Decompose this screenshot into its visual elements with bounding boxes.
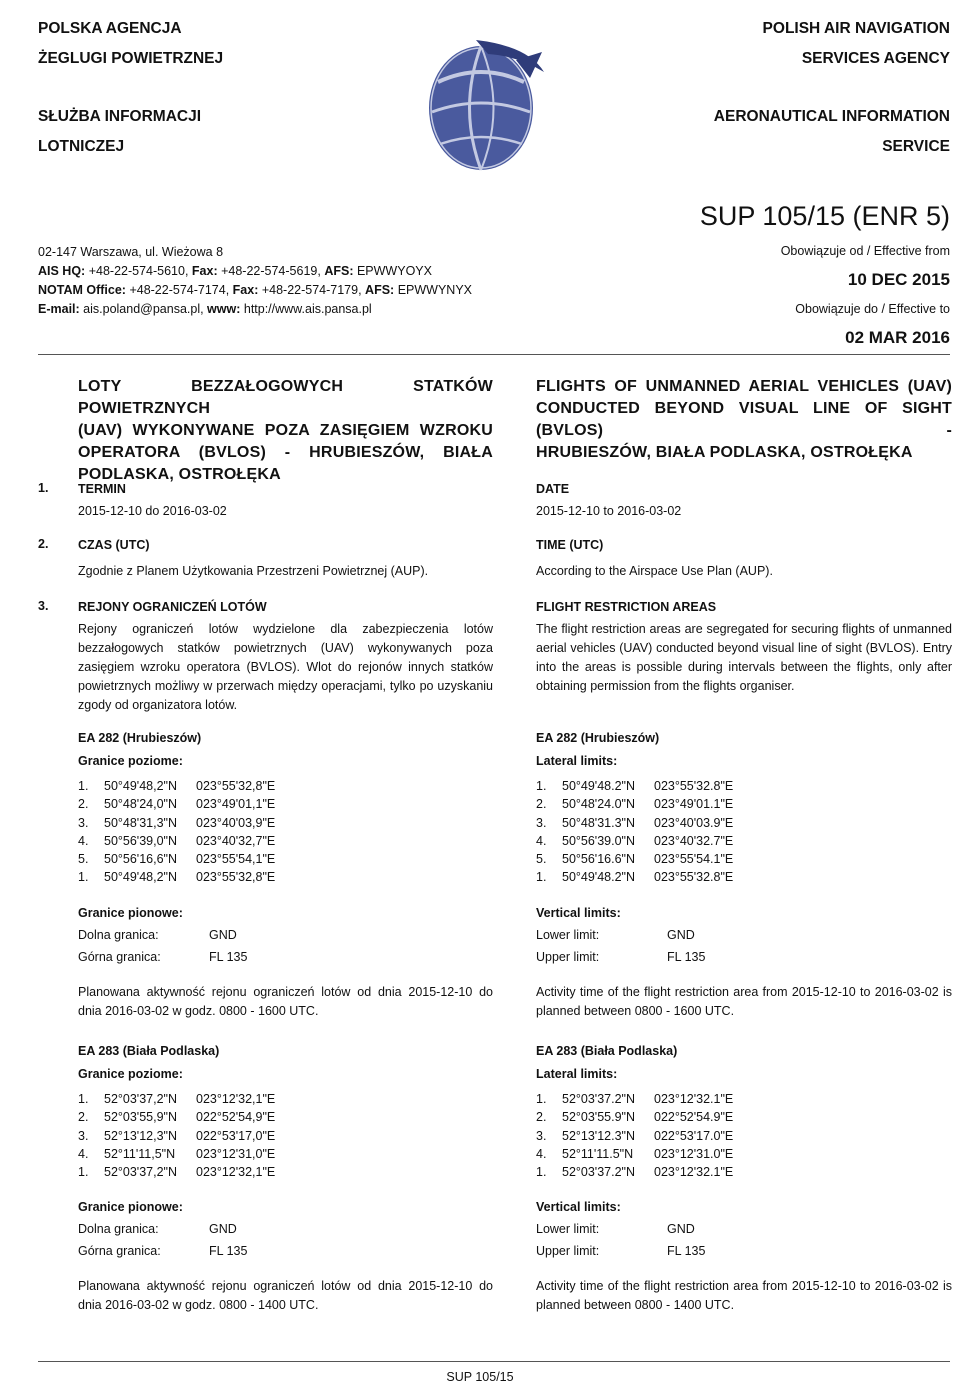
coord-lat: 52°03'37.2"N (562, 1165, 635, 1180)
coord-row (536, 1108, 952, 1126)
lower-limit-value: GND (667, 927, 695, 942)
coord-lat: 52°03'55,9"N (104, 1110, 177, 1125)
coord-index: 1. (536, 779, 547, 793)
fax1-label: Fax: (191, 264, 218, 278)
section-2-text-en: According to the Airspace Use Plan (AUP). (536, 564, 773, 578)
upper-limit-value: FL 135 (667, 1244, 706, 1259)
pansa-globe-logo-icon (418, 32, 548, 178)
coord-lat: 50°49'48.2"N (562, 870, 635, 885)
coord-lat: 52°13'12,3"N (104, 1128, 177, 1143)
coord-row (78, 795, 493, 813)
coord-lon: 023°12'32,1"E (196, 1165, 276, 1180)
coord-lon: 023°55'32,8"E (196, 779, 276, 793)
coord-lon: 023°40'32.7"E (654, 833, 734, 848)
coord-row (78, 832, 493, 850)
coord-row (78, 1127, 493, 1145)
coord-lat: 50°56'39.0"N (562, 833, 635, 848)
coord-index: 4. (78, 1146, 89, 1161)
section-2-text-pl: Zgodnie z Planem Użytkowania Przestrzeni Powietrznej (AUP). (78, 564, 429, 578)
title-pl-line: LOTY BEZZAŁOGOWYCH STATKÓW POWIETRZNYCH (78, 378, 493, 417)
www-link[interactable]: http://www.ais.pansa.pl (240, 302, 372, 316)
ea282-pl-lateral-label: Granice poziome: (78, 754, 183, 768)
ea283-pl-name: EA 283 (Biała Podlaska) (78, 1044, 220, 1058)
title-pl (78, 376, 493, 486)
lower-limit-row (536, 1218, 952, 1240)
ea283-en-lateral-label: Lateral limits: (536, 1067, 618, 1081)
ais-hq-phone: +48-22-574-5610, (85, 264, 192, 278)
coord-index: 1. (78, 1092, 89, 1106)
coord-index: 3. (536, 815, 547, 830)
ea282-en-limits (536, 924, 952, 968)
ea282-pl-limits (78, 924, 493, 968)
coord-index: 4. (536, 833, 547, 848)
upper-limit-label: Górna granica: (78, 949, 161, 964)
coord-index: 1. (536, 1092, 547, 1106)
ea282-pl-coords (78, 777, 493, 887)
afs2-value: EPWWYNYX (394, 283, 473, 297)
coord-index: 3. (78, 815, 89, 830)
coord-index: 1. (78, 870, 89, 885)
ea283-pl-block (78, 1042, 493, 1315)
coord-lon: 023°12'31.0"E (654, 1146, 734, 1161)
service-name-pl-line2: LOTNICZEJ (38, 138, 125, 155)
coord-index: 1. (536, 1165, 547, 1180)
title-en (536, 376, 952, 464)
coord-index: 4. (536, 1146, 547, 1161)
coord-lat: 50°48'24,0"N (104, 797, 177, 812)
lower-limit-value: GND (209, 927, 237, 942)
header-left (38, 14, 223, 162)
coord-row (536, 795, 952, 813)
coord-row (78, 1163, 493, 1181)
service-name-pl-line1: SŁUŻBA INFORMACJI (38, 108, 202, 125)
sup-block (700, 196, 950, 356)
coord-lon: 023°40'03.9"E (654, 815, 734, 830)
section-1-text-pl: 2015-12-10 do 2016-03-02 (78, 504, 227, 518)
header-divider (38, 354, 950, 355)
section-3-heading-pl: REJONY OGRANICZEŃ LOTÓW (78, 600, 267, 614)
lower-limit-value: GND (667, 1222, 695, 1237)
section-3-number: 3. (38, 599, 49, 613)
ea283-en-block (536, 1042, 952, 1315)
coord-lon: 023°55'54.1"E (654, 852, 734, 867)
notam-label: NOTAM Office: (38, 283, 126, 297)
address: 02-147 Warszawa, ul. Wieżowa 8 (38, 245, 224, 259)
coord-lon: 022°53'17,0"E (196, 1128, 276, 1143)
coord-row (536, 814, 952, 832)
coord-row (536, 1145, 952, 1163)
ea282-en-name: EA 282 (Hrubieszów) (536, 731, 660, 745)
ea283-pl-activity: Planowana aktywność rejonu ograniczeń lotów od dnia 2015-12-10 do dnia 2016-03-02 w godz. 0800 - 1400 UTC. (78, 1279, 493, 1313)
coord-index: 1. (536, 870, 547, 885)
ea282-pl-block (78, 729, 493, 1021)
ea283-pl-limits (78, 1218, 493, 1262)
ea283-pl-lateral-label: Granice poziome: (78, 1067, 183, 1081)
coord-row (78, 850, 493, 868)
coord-lat: 52°11'11,5"N (104, 1146, 176, 1161)
coord-lon: 022°52'54,9"E (196, 1110, 276, 1125)
coord-row (536, 1163, 952, 1181)
agency-name-en-line1: POLISH AIR NAVIGATION (762, 20, 950, 37)
coord-lat: 50°49'48,2"N (104, 779, 177, 793)
section-2-number: 2. (38, 537, 49, 551)
coord-lon: 023°40'03,9"E (196, 815, 276, 830)
lower-limit-row (536, 924, 952, 946)
lower-limit-label: Dolna granica: (78, 927, 159, 942)
coord-lat: 52°03'37,2"N (104, 1092, 177, 1106)
afs1-value: EPWWYOYX (353, 264, 432, 278)
footer-divider (38, 1361, 950, 1362)
coord-row (78, 1090, 493, 1108)
fax1-value: +48-22-574-5619, (217, 264, 325, 278)
upper-limit-row (536, 1240, 952, 1262)
email-link[interactable]: ais.poland@pansa.pl, (79, 302, 208, 316)
title-pl-line: OPERATORA (BVLOS) - HRUBIESZÓW, BIAŁA (78, 444, 493, 461)
notam-phone: +48-22-574-7174, (125, 283, 233, 297)
title-pl-line: (UAV) WYKONYWANE POZA ZASIĘGIEM WZROKU (78, 422, 493, 439)
coord-lon: 023°49'01,1"E (196, 797, 276, 812)
header-right (714, 14, 950, 162)
section-2-heading-pl: CZAS (UTC) (78, 538, 150, 552)
service-name-en-line1: AERONAUTICAL INFORMATION (713, 108, 950, 125)
section-1-number: 1. (38, 481, 49, 495)
afs1-label: AFS: (324, 264, 354, 278)
coord-lon: 023°49'01.1"E (654, 797, 734, 812)
ais-hq-label: AIS HQ: (38, 264, 86, 278)
section-3-heading-en: FLIGHT RESTRICTION AREAS (536, 600, 717, 614)
ea283-en-coords (536, 1090, 952, 1181)
coord-lat: 50°56'16.6"N (562, 852, 635, 867)
coord-row (536, 1090, 952, 1108)
coord-lat: 52°03'37.2"N (562, 1092, 635, 1106)
coord-lon: 023°55'54,1"E (196, 852, 276, 867)
coord-lat: 50°49'48.2"N (562, 779, 635, 793)
upper-limit-row (536, 946, 952, 968)
title-en-line: FLIGHTS OF UNMANNED AERIAL VEHICLES (UAV) (536, 378, 952, 395)
ais-hq-line (38, 262, 472, 281)
coord-index: 5. (78, 852, 89, 867)
coord-row (78, 1145, 493, 1163)
section-2-heading-en: TIME (UTC) (536, 538, 604, 552)
coord-lat: 50°48'31,3"N (104, 815, 177, 830)
section-3-text-pl: Rejony ograniczeń lotów wydzielone dla zabezpieczenia lotów bezzałogowych statków powietrznych (UAV) wykonywanych poza zasięgiem wzroku operatora (BVLOS). Wlot do rejonów innych statków powietrznych możliwy w przerwach między operacjami, tylko po uzyskaniu zgody od organizatora lotów. (78, 622, 493, 712)
sup-number: SUP 105/15 (ENR 5) (699, 201, 950, 231)
effective-from-date: 10 DEC 2015 (847, 270, 950, 289)
effective-to-date: 02 MAR 2016 (845, 328, 950, 347)
effective-to-label: Obowiązuje do / Effective to (795, 302, 950, 316)
coord-index: 5. (536, 852, 547, 867)
section-1-heading-pl: TERMIN (78, 482, 126, 496)
section-1-heading-en: DATE (536, 482, 570, 496)
coord-lon: 023°55'32.8"E (654, 870, 734, 885)
ea283-en-name: EA 283 (Biała Podlaska) (536, 1044, 678, 1058)
coord-row (78, 868, 493, 886)
coord-lon: 023°12'31,0"E (196, 1146, 276, 1161)
coord-index: 4. (78, 833, 89, 848)
coord-lat: 52°13'12.3"N (562, 1128, 635, 1143)
coord-row (536, 868, 952, 886)
upper-limit-row (78, 1240, 493, 1262)
coord-lat: 50°56'16,6"N (104, 852, 177, 867)
effective-from-label: Obowiązuje od / Effective from (780, 244, 950, 258)
service-name-en-line2: SERVICE (882, 138, 950, 155)
coord-index: 2. (536, 797, 547, 812)
coord-lon: 023°12'32.1"E (654, 1092, 734, 1106)
coord-lat: 50°49'48,2"N (104, 870, 177, 885)
upper-limit-value: FL 135 (209, 1244, 248, 1259)
ea282-en-activity: Activity time of the flight restriction area from 2015-12-10 to 2016-03-02 is planned between 0800 - 1600 UTC. (536, 984, 952, 1018)
coord-row (78, 814, 493, 832)
coord-index: 1. (78, 1165, 89, 1180)
coord-row (78, 1108, 493, 1126)
agency-name-pl-line2: ŻEGLUGI POWIETRZNEJ (38, 50, 224, 67)
email-label: E-mail: (38, 302, 80, 316)
agency-name-en-line2: SERVICES AGENCY (801, 50, 950, 67)
coord-index: 3. (536, 1128, 547, 1143)
coord-row (536, 850, 952, 868)
ea282-en-block (536, 729, 952, 1021)
coord-row (536, 777, 952, 795)
coord-lat: 52°03'37,2"N (104, 1165, 177, 1180)
coord-lon: 023°55'32.8"E (654, 779, 734, 793)
upper-limit-value: FL 135 (209, 949, 248, 964)
upper-limit-value: FL 135 (667, 949, 706, 964)
agency-name-pl-line1: POLSKA AGENCJA (38, 20, 182, 37)
coord-lat: 50°48'31.3"N (562, 815, 635, 830)
ea283-pl-coords (78, 1090, 493, 1181)
afs2-label: AFS: (365, 283, 395, 297)
contact-block (38, 243, 472, 319)
coord-lon: 023°55'32,8"E (196, 870, 276, 885)
coord-lon: 023°12'32.1"E (654, 1165, 734, 1180)
ea282-en-vertical-label: Vertical limits: (536, 905, 621, 920)
lower-limit-label: Dolna granica: (78, 1222, 159, 1237)
ea282-pl-vertical-label: Granice pionowe: (78, 905, 183, 920)
coord-index: 1. (78, 779, 89, 793)
email-line (38, 300, 472, 319)
fax2-label: Fax: (232, 283, 259, 297)
footer-page-id: SUP 105/15 (446, 1370, 514, 1384)
ea283-en-vertical-label: Vertical limits: (536, 1200, 621, 1215)
coord-lon: 023°40'32,7"E (196, 833, 276, 848)
lower-limit-row (78, 924, 493, 946)
fax2-value: +48-22-574-7179, (258, 283, 366, 297)
title-en-line: HRUBIESZÓW, BIAŁA PODLASKA, OSTROŁĘKA (536, 444, 913, 461)
notam-line (38, 281, 472, 300)
upper-limit-row (78, 946, 493, 968)
coord-index: 2. (78, 797, 89, 812)
coord-lat: 52°11'11.5"N (562, 1146, 634, 1161)
coord-row (536, 832, 952, 850)
upper-limit-label: Upper limit: (536, 1244, 600, 1259)
lower-limit-label: Lower limit: (536, 927, 600, 942)
ea282-pl-name: EA 282 (Hrubieszów) (78, 731, 202, 745)
coord-row (78, 777, 493, 795)
title-en-line: CONDUCTED BEYOND VISUAL LINE OF SIGHT (BVLOS) - (536, 400, 952, 439)
lower-limit-label: Lower limit: (536, 1222, 600, 1237)
coord-lat: 52°03'55.9"N (562, 1110, 635, 1125)
coord-row (536, 1127, 952, 1145)
coord-index: 2. (78, 1110, 89, 1125)
coord-index: 3. (78, 1128, 89, 1143)
upper-limit-label: Górna granica: (78, 1244, 161, 1259)
title-pl-line: PODLASKA, OSTROŁĘKA (78, 466, 281, 483)
ea282-pl-activity: Planowana aktywność rejonu ograniczeń lotów od dnia 2015-12-10 do dnia 2016-03-02 w godz. 0800 - 1600 UTC. (78, 984, 493, 1018)
upper-limit-label: Upper limit: (536, 949, 600, 964)
ea282-en-lateral-label: Lateral limits: (536, 754, 618, 768)
coord-lon: 022°52'54.9"E (654, 1110, 734, 1125)
lower-limit-value: GND (209, 1222, 237, 1237)
ea283-pl-vertical-label: Granice pionowe: (78, 1200, 183, 1215)
coord-index: 2. (536, 1110, 547, 1125)
section-3-text-en: The flight restriction areas are segregated for securing flights of unmanned aerial vehicles (UAV) conducted beyond visual line of sight (BVLOS). Entry into the areas is possible during intervals between the flights, only after obtaining permission from the flights organiser. (536, 622, 952, 693)
coord-lat: 50°48'24.0"N (562, 797, 635, 812)
section-1-text-en: 2015-12-10 to 2016-03-02 (536, 504, 682, 518)
coord-lat: 50°56'39,0"N (104, 833, 177, 848)
coord-lon: 023°12'32,1"E (196, 1092, 276, 1106)
ea283-en-limits (536, 1218, 952, 1262)
coord-lon: 022°53'17.0"E (654, 1128, 734, 1143)
www-label: www: (207, 302, 241, 316)
lower-limit-row (78, 1218, 493, 1240)
ea283-en-activity: Activity time of the flight restriction area from 2015-12-10 to 2016-03-02 is planned between 0800 - 1400 UTC. (536, 1279, 952, 1313)
ea282-en-coords (536, 777, 952, 887)
